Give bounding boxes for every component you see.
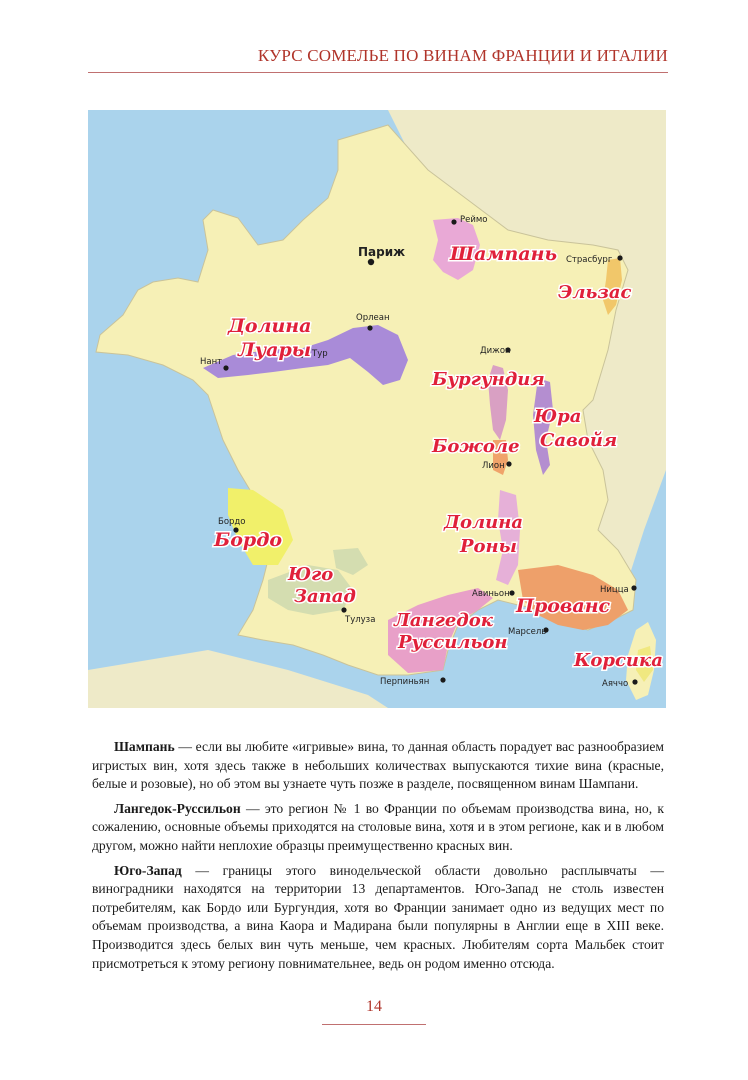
- svg-text:Париж: Париж: [358, 245, 406, 259]
- label-savoie: Савойя: [540, 430, 618, 451]
- label-corsica: Корсика: [574, 650, 663, 671]
- body-languedoc: — это регион № 1 во Франции по объемам производства вина, но, к сожалению, основные объемы приходятся на столовые вина, хотя и в этом регионе, как и в любом другом, можно найти неплохие образцы преимущественно красных вин.: [92, 800, 664, 853]
- wine-regions-map: [88, 110, 666, 708]
- label-southwest-1: Юго: [288, 564, 334, 585]
- svg-text:Тур: Тур: [312, 349, 328, 359]
- svg-text:Аяччо: Аяччо: [602, 679, 629, 689]
- label-southwest-2: Запад: [294, 586, 356, 607]
- label-champagne: Шампань: [450, 243, 557, 265]
- lead-southwest: Юго-Запад: [114, 862, 182, 878]
- label-rhone-1: Долина: [444, 512, 524, 533]
- svg-text:Бордо: Бордо: [218, 517, 246, 527]
- svg-text:Ницца: Ницца: [600, 585, 629, 595]
- label-rhone-2: Роны: [460, 536, 517, 557]
- body-southwest: — границы этого винодельческой области довольно расплывчаты — виноградники находятся на территории 13 департаментов. Юго-Запад не столь известен потребителям, как Бордо или Бургундия, хотя во Франции занимает одно из ведущих мест по объемам производства, а вина Каора и Мадирана были популярны в Англии еще в XIII веке. Производится здесь белых вин чуть меньше, чем красных. Любителям сорта Мальбек стоит присмотреться к этому региону повнимательнее, ведь он родом именно отсюда.: [92, 862, 664, 971]
- label-bordeaux: Бордо: [214, 529, 283, 551]
- svg-text:Марсель: Марсель: [508, 627, 547, 637]
- label-jura: Юра: [534, 406, 582, 427]
- svg-text:Перпиньян: Перпиньян: [380, 677, 430, 687]
- paragraph-languedoc: [92, 800, 664, 856]
- label-burgundy: Бургундия: [432, 369, 545, 390]
- svg-text:Дижон: Дижон: [480, 346, 511, 356]
- city-marseille: [508, 627, 549, 637]
- paragraph-southwest: [92, 862, 664, 974]
- label-provence: Прованс: [516, 595, 611, 617]
- label-loire-2: Луары: [238, 339, 312, 361]
- label-beaujolais: Божоле: [432, 436, 520, 457]
- running-header: КУРС СОМЕЛЬЕ ПО ВИНАМ ФРАНЦИИ И ИТАЛИИ: [257, 46, 668, 65]
- label-loire-1: Долина: [228, 315, 312, 337]
- page-number: 14: [366, 998, 382, 1015]
- svg-text:Орлеан: Орлеан: [356, 313, 390, 323]
- label-languedoc-2: Руссильон: [398, 632, 508, 653]
- svg-text:Страсбург: Страсбург: [566, 255, 613, 265]
- header-rule: [88, 72, 668, 73]
- city-avignon: [472, 589, 515, 599]
- svg-text:Тулуза: Тулуза: [345, 615, 376, 625]
- svg-text:Авиньон: Авиньон: [472, 589, 510, 599]
- paragraph-champagne: [92, 738, 664, 794]
- label-languedoc-1: Лангедок: [394, 610, 493, 631]
- city-dijon: [480, 346, 511, 356]
- body-champagne: — если вы любите «игривые» вина, то данная область порадует вас разнообразием игристых вин, хотя здесь также в небольших количествах выпускаются тихие вина (красные, белые и розовые), но об этом вы узнаете чуть позже в разделе, посвященном винам Шампани.: [92, 739, 664, 792]
- footer-rule: [322, 1024, 426, 1025]
- lead-champagne: Шампань: [114, 739, 175, 754]
- svg-text:Нант: Нант: [200, 357, 223, 367]
- label-alsace: Эльзас: [558, 282, 632, 303]
- svg-text:Лион: Лион: [482, 461, 505, 471]
- svg-text:Реймо: Реймо: [460, 215, 488, 225]
- body-text: [92, 738, 664, 979]
- lead-languedoc: Лангедок-Руссильон: [114, 800, 241, 816]
